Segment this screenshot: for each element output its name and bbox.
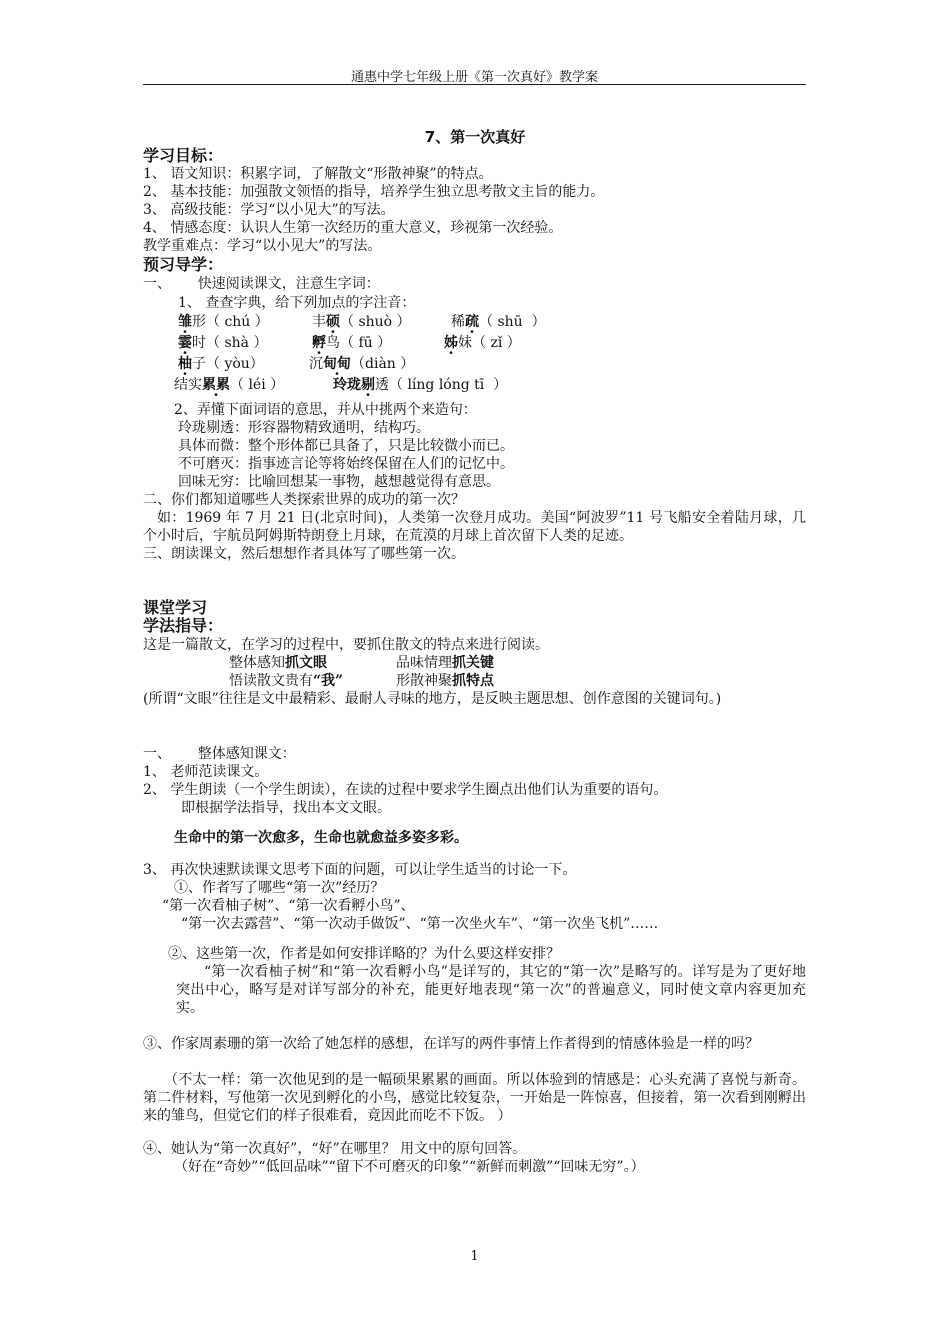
objective-item: 4、 情感态度：认识人生第一次经历的重大意义，珍视第一次经验。 (143, 220, 563, 236)
objectives-heading: 学习目标： (143, 146, 224, 165)
vocab-definition: 具体而微：整个形体都已具备了，只是比较微小而已。 (178, 438, 514, 454)
answer: “第一次去露营”、“第一次动手做饭”、“第一次坐火车”、“第一次坐飞机”…… (181, 916, 659, 932)
question: ②、这些第一次，作者是如何安排详略的？为什么要这样安排？ (168, 946, 560, 962)
word-item: 稀疏（ shū ） (451, 314, 546, 330)
wenyan-note: (所谓“文眼”往往是文中最精彩、最耐人寻味的地方，是反映主题思想、创作意图的关键词句。) (143, 691, 722, 707)
method-item: 形散神聚抓特点 (396, 673, 494, 689)
method-item: 整体感知抓文眼 (229, 655, 327, 671)
vocab-definition: 玲珑剔透：形容器物精致通明，结构巧。 (178, 420, 430, 436)
preview-step-3: 三、朗读课文，然后想想作者具体写了哪些第一次。 (143, 546, 465, 562)
answer: “第一次看柚子树”和“第一次看孵小鸟”是详写的，其它的“第一次”是略写的。详写是为了更好地突出中心，略写是对详写部分的补充，能更好地表现“第一次”的普遍意义，同时使文章内容更加充实。 (176, 964, 806, 1016)
moon-landing-paragraph: 如：1969 年 7 月 21 日(北京时间)，人类第一次登月成功。美国“阿波罗”11 号飞船安全着陆月球，几个小时后，宇航员阿姆斯特朗登上月球，在荒漠的月球上首次留下人类的足迹。 (143, 510, 806, 544)
dotted-char: 硕 (326, 314, 340, 330)
preview-heading: 预习导学： (143, 255, 224, 274)
classroom-heading: 课堂学习 (143, 598, 208, 617)
dotted-char: 甸甸 (323, 356, 351, 372)
lesson-title: 7、第一次真好 (424, 128, 526, 146)
text-eye-sentence: 生命中的第一次愈多，生命也就愈益多姿多彩。 (174, 830, 468, 846)
vocab-instruction: 2、弄懂下面词语的意思，并从中挑两个来造句： (174, 402, 477, 418)
vocab-definition: 回味无穷：比喻回想某一事物，越想越觉得有意思。 (178, 474, 500, 490)
dotted-char: 累累 (202, 377, 230, 393)
objective-item: 2、 基本技能：加强散文领悟的指导，培养学生独立思考散文主旨的能力。 (143, 184, 605, 200)
preview-step-1: 一、 快速阅读课文，注意生字词： (143, 276, 380, 292)
section-1: 一、 整体感知课文： (143, 746, 296, 762)
dotted-char: 孵 (312, 335, 326, 351)
key-difficulty: 教学重难点：学习“以小见大”的写法。 (143, 238, 382, 254)
step-item: 即根据学法指导，找出本文文眼。 (181, 800, 391, 816)
word-item: 结实累累（ léi ） (174, 377, 285, 393)
vocab-definition: 不可磨灭：指事迹言论等将始终保留在人们的记忆中。 (178, 456, 514, 472)
step-item: 3、 再次快速默读课文思考下面的问题，可以让学生适当的讨论一下。 (143, 862, 577, 878)
dotted-char: 雏 (178, 314, 192, 330)
page-header: 通惠中学七年级上册《第一次真好》教学案 (350, 70, 598, 85)
page-number: 1 (470, 1249, 479, 1264)
objective-item: 3、 高级技能：学习“以小见大”的写法。 (143, 202, 395, 218)
word-item: 姊妹（ zǐ ） (444, 335, 521, 351)
dotted-char: 姊 (444, 335, 458, 351)
word-item: 霎时（ shà ） (178, 335, 268, 351)
dotted-char: 剔 (361, 377, 375, 393)
question: ①、作者写了哪些“第一次”经历？ (174, 880, 385, 896)
answer: “第一次看柚子树”、“第一次看孵小鸟”、 (162, 898, 415, 914)
question: ④、她认为“第一次真好”，“好”在哪里？ 用文中的原句回答。 (143, 1141, 527, 1157)
question: ③、作家周素珊的第一次给了她怎样的感想，在详写的两件事情上作者得到的情感体验是一样的吗？ (143, 1036, 759, 1052)
step-item: 2、 学生朗读（一个学生朗读），在读的过程中要求学生圈点出他们认为重要的语句。 (143, 782, 668, 798)
method-heading: 学法指导： (143, 616, 224, 635)
word-item: 雏形（ chú ） (178, 314, 269, 330)
word-item: 沉甸甸（diàn ） (309, 356, 415, 372)
answer: （好在“奇妙”“低回品味”“留下不可磨灭的印象”“新鲜而刺激”“回味无穷”。） (174, 1159, 645, 1175)
word-item: 丰硕（ shuò ） (312, 314, 411, 330)
preview-step-2: 二、你们都知道哪些人类探索世界的成功的第一次？ (143, 492, 465, 508)
word-item: 孵鸟（ fū ） (312, 335, 392, 351)
word-item: 玲珑剔透（ líng lóng tī ） (333, 377, 508, 393)
word-item: 柚子（ yòu） (178, 356, 264, 372)
pinyin-instruction: 1、 查查字典，给下列加点的字注音： (178, 295, 416, 311)
objective-item: 1、 语文知识：积累字词，了解散文“形散神聚”的特点。 (143, 166, 493, 182)
dotted-char: 柚 (178, 356, 192, 372)
dotted-char: 疏 (465, 314, 479, 330)
method-item: 品味情理抓关键 (396, 655, 494, 671)
step-item: 1、 老师范读课文。 (143, 764, 269, 780)
answer: （不太一样：第一次他见到的是一幅硕果累累的画面。所以体验到的情感是：心头充满了喜悦与新奇。第二件材料，写他第一次见到孵化的小鸟，感觉比较复杂，一开始是一阵惊喜，但接着，第一次看到刚孵出来的雏鸟，但觉它们的样子很难看，竟因此而吃不下饭。 ） (143, 1072, 806, 1124)
method-item: 悟读散文贵有“我” (229, 673, 344, 689)
method-intro: 这是一篇散文，在学习的过程中，要抓住散文的特点来进行阅读。 (143, 637, 549, 653)
dotted-char: 霎 (178, 335, 192, 351)
header-rule (143, 84, 806, 85)
